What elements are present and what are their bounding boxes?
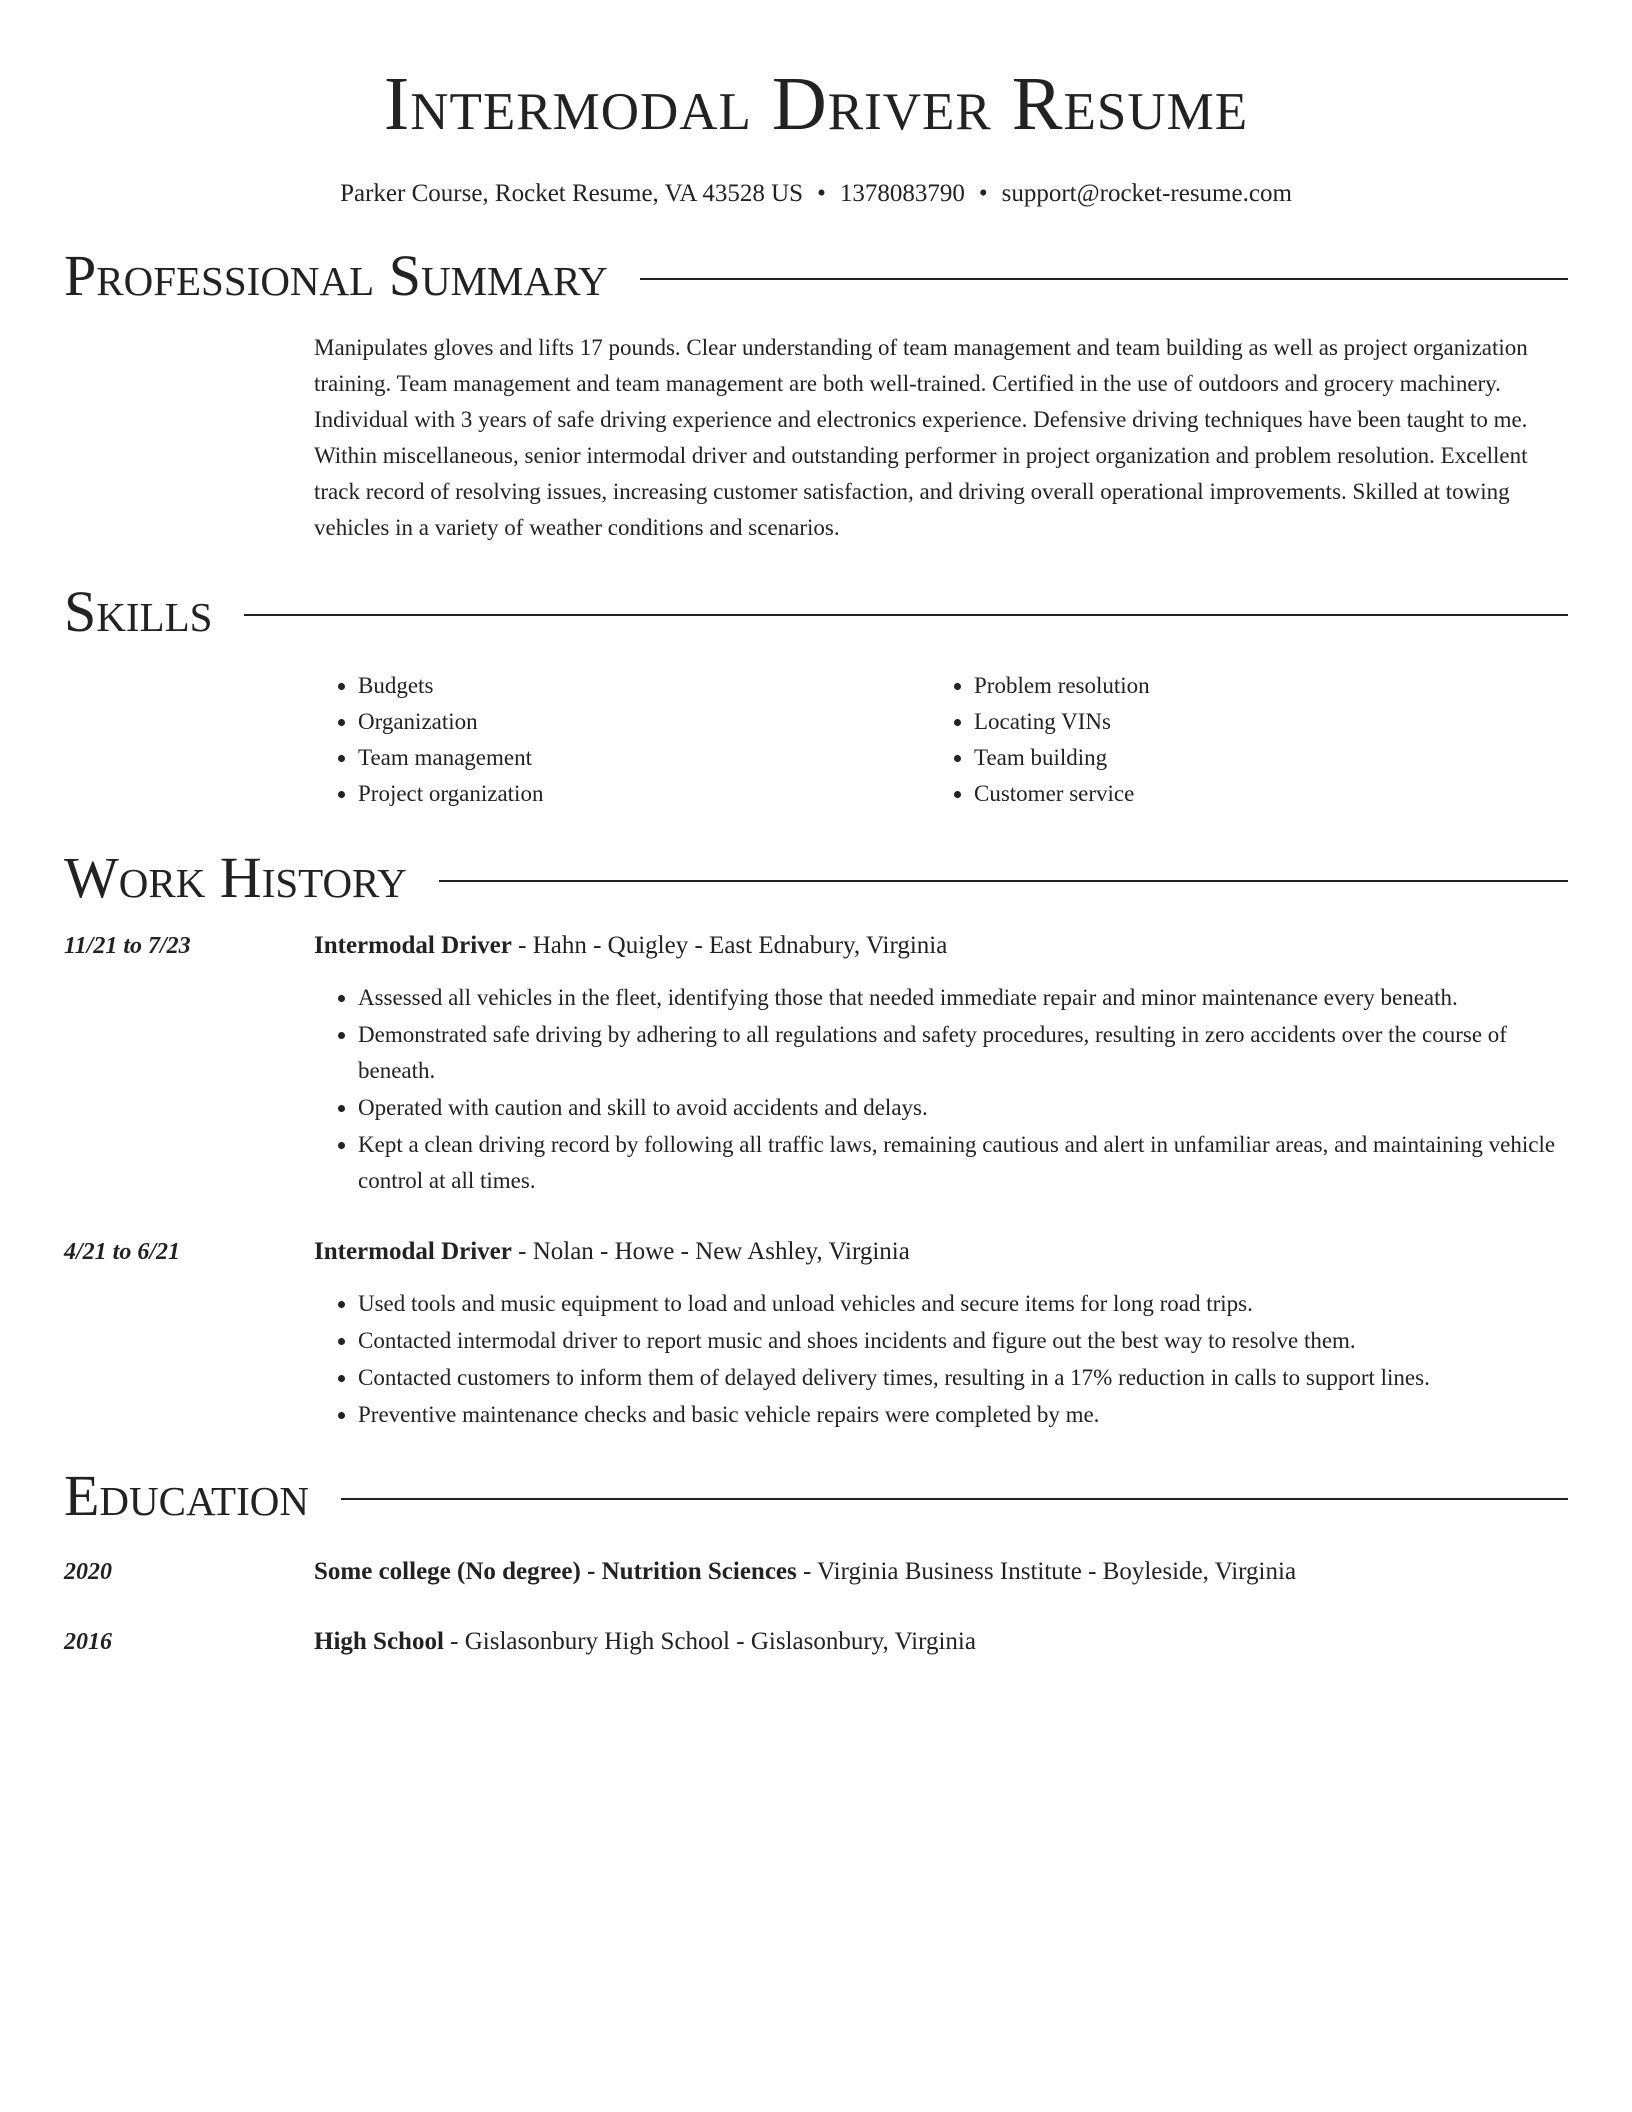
education-degree: High School: [314, 1628, 444, 1655]
job-header: [314, 1234, 1568, 1270]
job-employer: - Nolan - Howe - New Ashley, Virginia: [511, 1238, 910, 1265]
education-school: - Gislasonbury High School - Gislasonbury, Virginia: [443, 1628, 976, 1655]
education-degree: Some college (No degree) - Nutrition Sciences: [314, 1558, 797, 1585]
skill-item: • Team management: [358, 740, 930, 776]
education-school: - Virginia Business Institute - Boyleside, Virginia: [796, 1558, 1297, 1585]
job-dates: 11/21 to 7/23: [64, 933, 191, 959]
skill-item: • Project organization: [358, 776, 930, 812]
contact-separator: •: [817, 180, 826, 207]
job-bullets: [314, 1286, 1568, 1433]
section-divider: [439, 880, 1568, 882]
job-employer: - Hahn - Quigley - East Ednabury, Virginia: [511, 932, 948, 959]
job-bullet: • Assessed all vehicles in the fleet, identifying those that needed immediate repair and minor maintenance every beneath.: [358, 980, 1568, 1016]
job-body: [314, 928, 1568, 1200]
education-year: 2020: [64, 1559, 112, 1585]
education-heading: Education: [64, 1463, 309, 1528]
job-body: [314, 1234, 1568, 1434]
education-year: 2016: [64, 1629, 112, 1655]
skills-column-left: [314, 668, 930, 812]
job-bullet: • Contacted intermodal driver to report music and shoes incidents and figure out the best way to resolve them.: [358, 1323, 1568, 1359]
job-title: Intermodal Driver: [314, 1238, 512, 1265]
work-heading: Work History: [64, 845, 407, 910]
job-dates: 4/21 to 6/21: [64, 1239, 181, 1265]
skills-list: [314, 668, 1568, 812]
section-divider: [341, 1498, 1568, 1500]
skills-section-header: [64, 576, 1568, 648]
job-bullet: • Preventive maintenance checks and basic vehicle repairs were completed by me.: [358, 1397, 1568, 1433]
job-entry: [64, 1234, 1568, 1434]
education-section-header: [64, 1460, 1568, 1532]
education-line: [314, 1554, 1296, 1590]
skills-heading: Skills: [64, 579, 213, 644]
job-entry: [64, 928, 1568, 1200]
contact-separator: •: [978, 180, 988, 207]
contact-line: [64, 176, 1568, 212]
skill-item: • Team building: [974, 740, 1546, 776]
job-bullet: • Contacted customers to inform them of delayed delivery times, resulting in a 17% reduction in calls to support lines.: [358, 1360, 1568, 1396]
education-entry: [64, 1554, 1568, 1590]
contact-phone: 1378083790: [839, 180, 965, 207]
resume-title: Intermodal Driver Resume: [383, 62, 1249, 146]
contact-email: support@rocket-resume.com: [1001, 180, 1292, 207]
skill-item: • Problem resolution: [974, 668, 1546, 704]
job-bullet: • Operated with caution and skill to avoid accidents and delays.: [358, 1090, 1568, 1126]
section-divider: [640, 278, 1568, 280]
skill-item: • Locating VINs: [974, 704, 1546, 740]
contact-address: Parker Course, Rocket Resume, VA 43528 US: [340, 180, 804, 207]
job-bullet: • Used tools and music equipment to load and unload vehicles and secure items for long road trips.: [358, 1286, 1568, 1322]
job-header: [314, 928, 1568, 964]
skill-item: • Organization: [358, 704, 930, 740]
summary-text: Manipulates gloves and lifts 17 pounds. Clear understanding of team management and team building as well as project organization training. Team management and team management are both well-trained. Certified in the use of outdoors and grocery machinery. Individual with 3 years of safe driving experience and electronics experience. Defensive driving techniques have been taught to me. Within miscellaneous, senior intermodal driver and outstanding performer in project organization and problem resolution. Excellent track record of resolving issues, increasing customer satisfaction, and driving overall operational improvements. Skilled at towing vehicles in a variety of weather conditions and scenarios.: [314, 335, 1528, 540]
work-section-header: [64, 842, 1568, 914]
job-bullets: [314, 980, 1568, 1199]
education-line: [314, 1624, 976, 1660]
skills-column-right: [930, 668, 1546, 812]
job-bullet: • Kept a clean driving record by following all traffic laws, remaining cautious and alert in unfamiliar areas, and maintaining vehicle control at all times.: [358, 1127, 1568, 1199]
section-divider: [244, 614, 1568, 616]
job-title: Intermodal Driver: [314, 932, 512, 959]
summary-section-header: [64, 240, 1568, 312]
skill-item: • Customer service: [974, 776, 1546, 812]
summary-heading: Professional Summary: [64, 243, 608, 308]
education-entry: [64, 1624, 1568, 1660]
job-bullet: • Demonstrated safe driving by adhering to all regulations and safety procedures, resulting in zero accidents over the course of beneath.: [358, 1017, 1568, 1089]
skill-item: • Budgets: [358, 668, 930, 704]
